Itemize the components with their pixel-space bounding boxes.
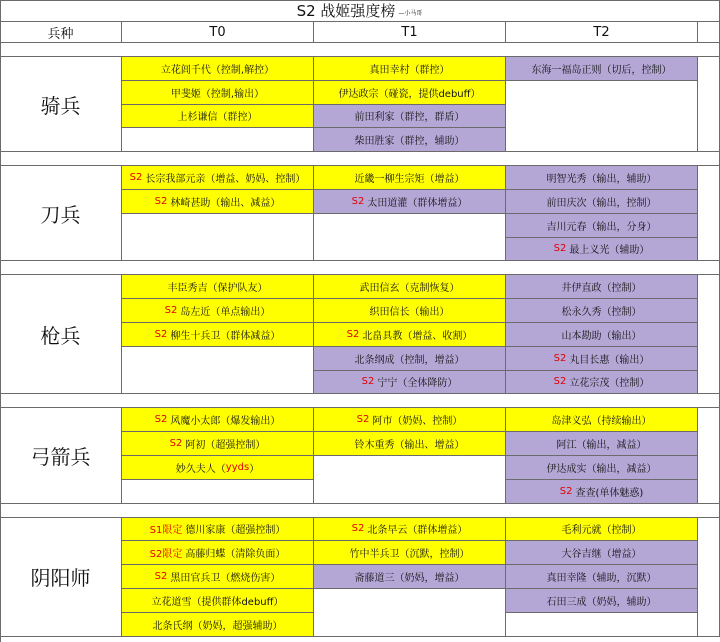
row-filler xyxy=(698,275,720,394)
character-entry xyxy=(506,589,698,613)
character-text: 近畿一柳生宗矩（增益） xyxy=(354,174,465,186)
character-text: 岛左近（单点输出） xyxy=(180,307,271,319)
character-text: 伊达成实（输出，减益） xyxy=(546,463,657,475)
character-entry xyxy=(122,299,314,323)
character-text: 吉川元春（输出，分身） xyxy=(546,221,657,233)
character-entry xyxy=(506,565,698,589)
character-entry xyxy=(506,432,698,456)
character-text: 织田信长（输出） xyxy=(369,307,450,319)
character-entry xyxy=(122,589,314,613)
watermark-text: —小马哥 xyxy=(398,10,423,17)
character-text: 丸目长惠（输出） xyxy=(569,354,650,366)
empty-cell xyxy=(506,613,698,637)
character-entry xyxy=(506,190,698,214)
character-text: 甲斐姬（控制,输出） xyxy=(170,88,265,100)
character-entry xyxy=(506,238,698,262)
character-entry xyxy=(314,105,506,129)
character-entry xyxy=(122,541,314,565)
character-entry xyxy=(122,518,314,542)
season-tag: S2限定 xyxy=(149,549,183,561)
unit-type-label: 骑兵 xyxy=(0,57,122,152)
unit-type-label: 枪兵 xyxy=(0,275,122,394)
character-entry xyxy=(506,480,698,504)
season-tag: S2 xyxy=(351,195,365,207)
character-text: 林崎甚助（输出、减益） xyxy=(170,197,281,209)
empty-cell xyxy=(314,214,506,262)
character-text: 立花道雪（提供群体debuff） xyxy=(151,596,284,608)
character-entry xyxy=(506,347,698,371)
character-entry xyxy=(314,57,506,81)
row-filler xyxy=(698,518,720,637)
character-entry xyxy=(122,613,314,637)
season-tag: S1限定 xyxy=(149,525,183,537)
empty-cell xyxy=(506,81,698,152)
character-entry xyxy=(314,347,506,371)
season-tag: S2 xyxy=(164,305,178,317)
header-t2: T2 xyxy=(506,22,698,43)
season-tag: S2 xyxy=(154,328,168,340)
character-text: 铃木重秀（输出、增益） xyxy=(354,440,465,452)
character-text: 上杉谦信（群控） xyxy=(177,112,258,124)
character-text: 东海一福岛正则（切后，控制） xyxy=(531,64,672,76)
character-text: 柴田胜家（群控，辅助） xyxy=(354,136,465,148)
character-text: 查查(单体魅惑) xyxy=(575,487,644,499)
unit-type-label: 阴阳师 xyxy=(0,518,122,637)
character-entry xyxy=(122,81,314,105)
character-text: 明智光秀（输出，辅助） xyxy=(546,174,657,186)
character-entry xyxy=(122,57,314,81)
season-tag: S2 xyxy=(553,352,567,364)
row-filler xyxy=(698,408,720,503)
character-text: 北条早云（群体增益） xyxy=(367,525,468,537)
character-text: 武田信玄（克制恢复） xyxy=(359,283,460,295)
section-spacer xyxy=(0,394,720,408)
section-spacer xyxy=(0,261,720,275)
season-tag: S2 xyxy=(129,172,143,184)
character-text: 立花宗茂（控制） xyxy=(569,378,650,390)
season-tag: S2 xyxy=(154,195,168,207)
character-entry xyxy=(506,408,698,432)
character-entry xyxy=(122,166,314,190)
character-entry xyxy=(314,81,506,105)
character-entry xyxy=(506,456,698,480)
character-entry xyxy=(122,432,314,456)
character-text: 丰臣秀吉（保护队友） xyxy=(167,283,268,295)
character-text: 立花闾千代（控制,解控） xyxy=(160,64,275,76)
header-t1: T1 xyxy=(314,22,506,43)
header-unit: 兵种 xyxy=(0,22,122,43)
character-text: 高藤归蝶（清除负面） xyxy=(185,549,286,561)
character-text: 宁宁（全体降防） xyxy=(377,378,458,390)
character-text: 前田利家（群控，群盾） xyxy=(354,112,465,124)
character-text: 石田三成（奶妈，辅助） xyxy=(546,596,657,608)
character-entry xyxy=(506,214,698,238)
character-text: 斋藤道三（奶妈，增益） xyxy=(354,573,465,585)
character-text: 真田幸村（群控） xyxy=(369,64,450,76)
empty-cell xyxy=(122,347,314,395)
section-spacer xyxy=(0,152,720,166)
header-t0: T0 xyxy=(122,22,314,43)
season-tag: S2 xyxy=(169,438,183,450)
character-text: 阿初（超强控制） xyxy=(185,440,266,452)
character-entry xyxy=(122,275,314,299)
character-text: 前田庆次（输出，控制） xyxy=(546,197,657,209)
season-tag: S2 xyxy=(346,328,360,340)
season-tag: S2 xyxy=(154,571,168,583)
character-text-tail: ） xyxy=(249,463,260,475)
season-tag: S2 xyxy=(351,523,365,535)
character-entry xyxy=(314,371,506,395)
character-text: 北条氏纲（奶妈，超强辅助） xyxy=(152,620,283,632)
empty-cell xyxy=(122,214,314,262)
empty-cell xyxy=(314,456,506,504)
character-entry xyxy=(506,371,698,395)
highlight-text: yyds xyxy=(225,461,250,473)
character-text: 长宗我部元亲（增益、奶妈、控制） xyxy=(145,174,306,186)
character-text: 岛津义弘（持续输出） xyxy=(551,416,652,428)
character-text: 伊达政宗（碰瓷，提供debuff） xyxy=(338,88,481,100)
character-entry xyxy=(314,518,506,542)
season-tag: S2 xyxy=(553,376,567,388)
character-text: 风魔小太郎（爆发输出） xyxy=(170,416,281,428)
character-text: 竹中半兵卫（沉默，控制） xyxy=(349,549,470,561)
character-text: 山本勘助（输出） xyxy=(561,330,642,342)
character-text: 德川家康（超强控制） xyxy=(185,525,286,537)
character-entry xyxy=(506,275,698,299)
character-text: 大谷吉继（增益） xyxy=(561,549,642,561)
character-entry xyxy=(122,105,314,129)
character-text: 真田幸隆（辅助，沉默） xyxy=(546,573,657,585)
character-entry xyxy=(122,565,314,589)
character-entry xyxy=(122,323,314,347)
character-text: 柳生十兵卫（群体减益） xyxy=(170,330,281,342)
character-entry xyxy=(506,166,698,190)
character-entry xyxy=(122,408,314,432)
season-tag: S2 xyxy=(356,414,370,426)
empty-cell xyxy=(314,589,506,637)
empty-cell xyxy=(122,480,314,504)
character-text: 最上义光（辅助） xyxy=(569,245,650,257)
row-filler xyxy=(698,166,720,261)
row-filler xyxy=(698,57,720,152)
character-text: 松永久秀（控制） xyxy=(561,307,642,319)
character-entry xyxy=(506,57,698,81)
character-text: 太田道灌（群体增益） xyxy=(367,197,468,209)
character-entry xyxy=(314,323,506,347)
character-entry xyxy=(314,128,506,152)
character-text: 阿市（奶妈、控制） xyxy=(372,416,463,428)
character-entry xyxy=(314,432,506,456)
character-text: 妙久夫人（ xyxy=(175,463,226,475)
character-entry xyxy=(506,518,698,542)
character-text: 北畠具教（增益、收割） xyxy=(362,330,473,342)
empty-cell xyxy=(122,128,314,152)
character-entry xyxy=(314,166,506,190)
character-text: 毛利元就（控制） xyxy=(561,525,642,537)
sheet-title-cell xyxy=(0,0,720,22)
character-entry xyxy=(314,275,506,299)
character-text: 阿江（输出，减益） xyxy=(556,440,647,452)
character-entry xyxy=(314,299,506,323)
character-entry xyxy=(314,565,506,589)
season-tag: S2 xyxy=(361,376,375,388)
season-tag: S2 xyxy=(154,414,168,426)
character-entry xyxy=(506,323,698,347)
unit-type-label: 弓箭兵 xyxy=(0,408,122,503)
character-entry xyxy=(506,541,698,565)
character-text: 黑田官兵卫（燃烧伤害） xyxy=(170,573,281,585)
section-spacer xyxy=(0,504,720,518)
character-entry xyxy=(122,190,314,214)
character-entry xyxy=(314,541,506,565)
character-entry xyxy=(122,456,314,480)
character-entry xyxy=(506,299,698,323)
character-entry xyxy=(314,408,506,432)
season-tag: S2 xyxy=(559,485,573,497)
season-tag: S2 xyxy=(553,243,567,255)
sheet-title: S2 战姬强度榜 xyxy=(296,2,396,20)
section-spacer xyxy=(0,43,720,57)
character-text: 井伊直政（控制） xyxy=(561,283,642,295)
character-text: 北条纲成（控制，增益） xyxy=(354,354,465,366)
unit-type-label: 刀兵 xyxy=(0,166,122,261)
header-filler xyxy=(698,22,720,43)
character-entry xyxy=(314,190,506,214)
